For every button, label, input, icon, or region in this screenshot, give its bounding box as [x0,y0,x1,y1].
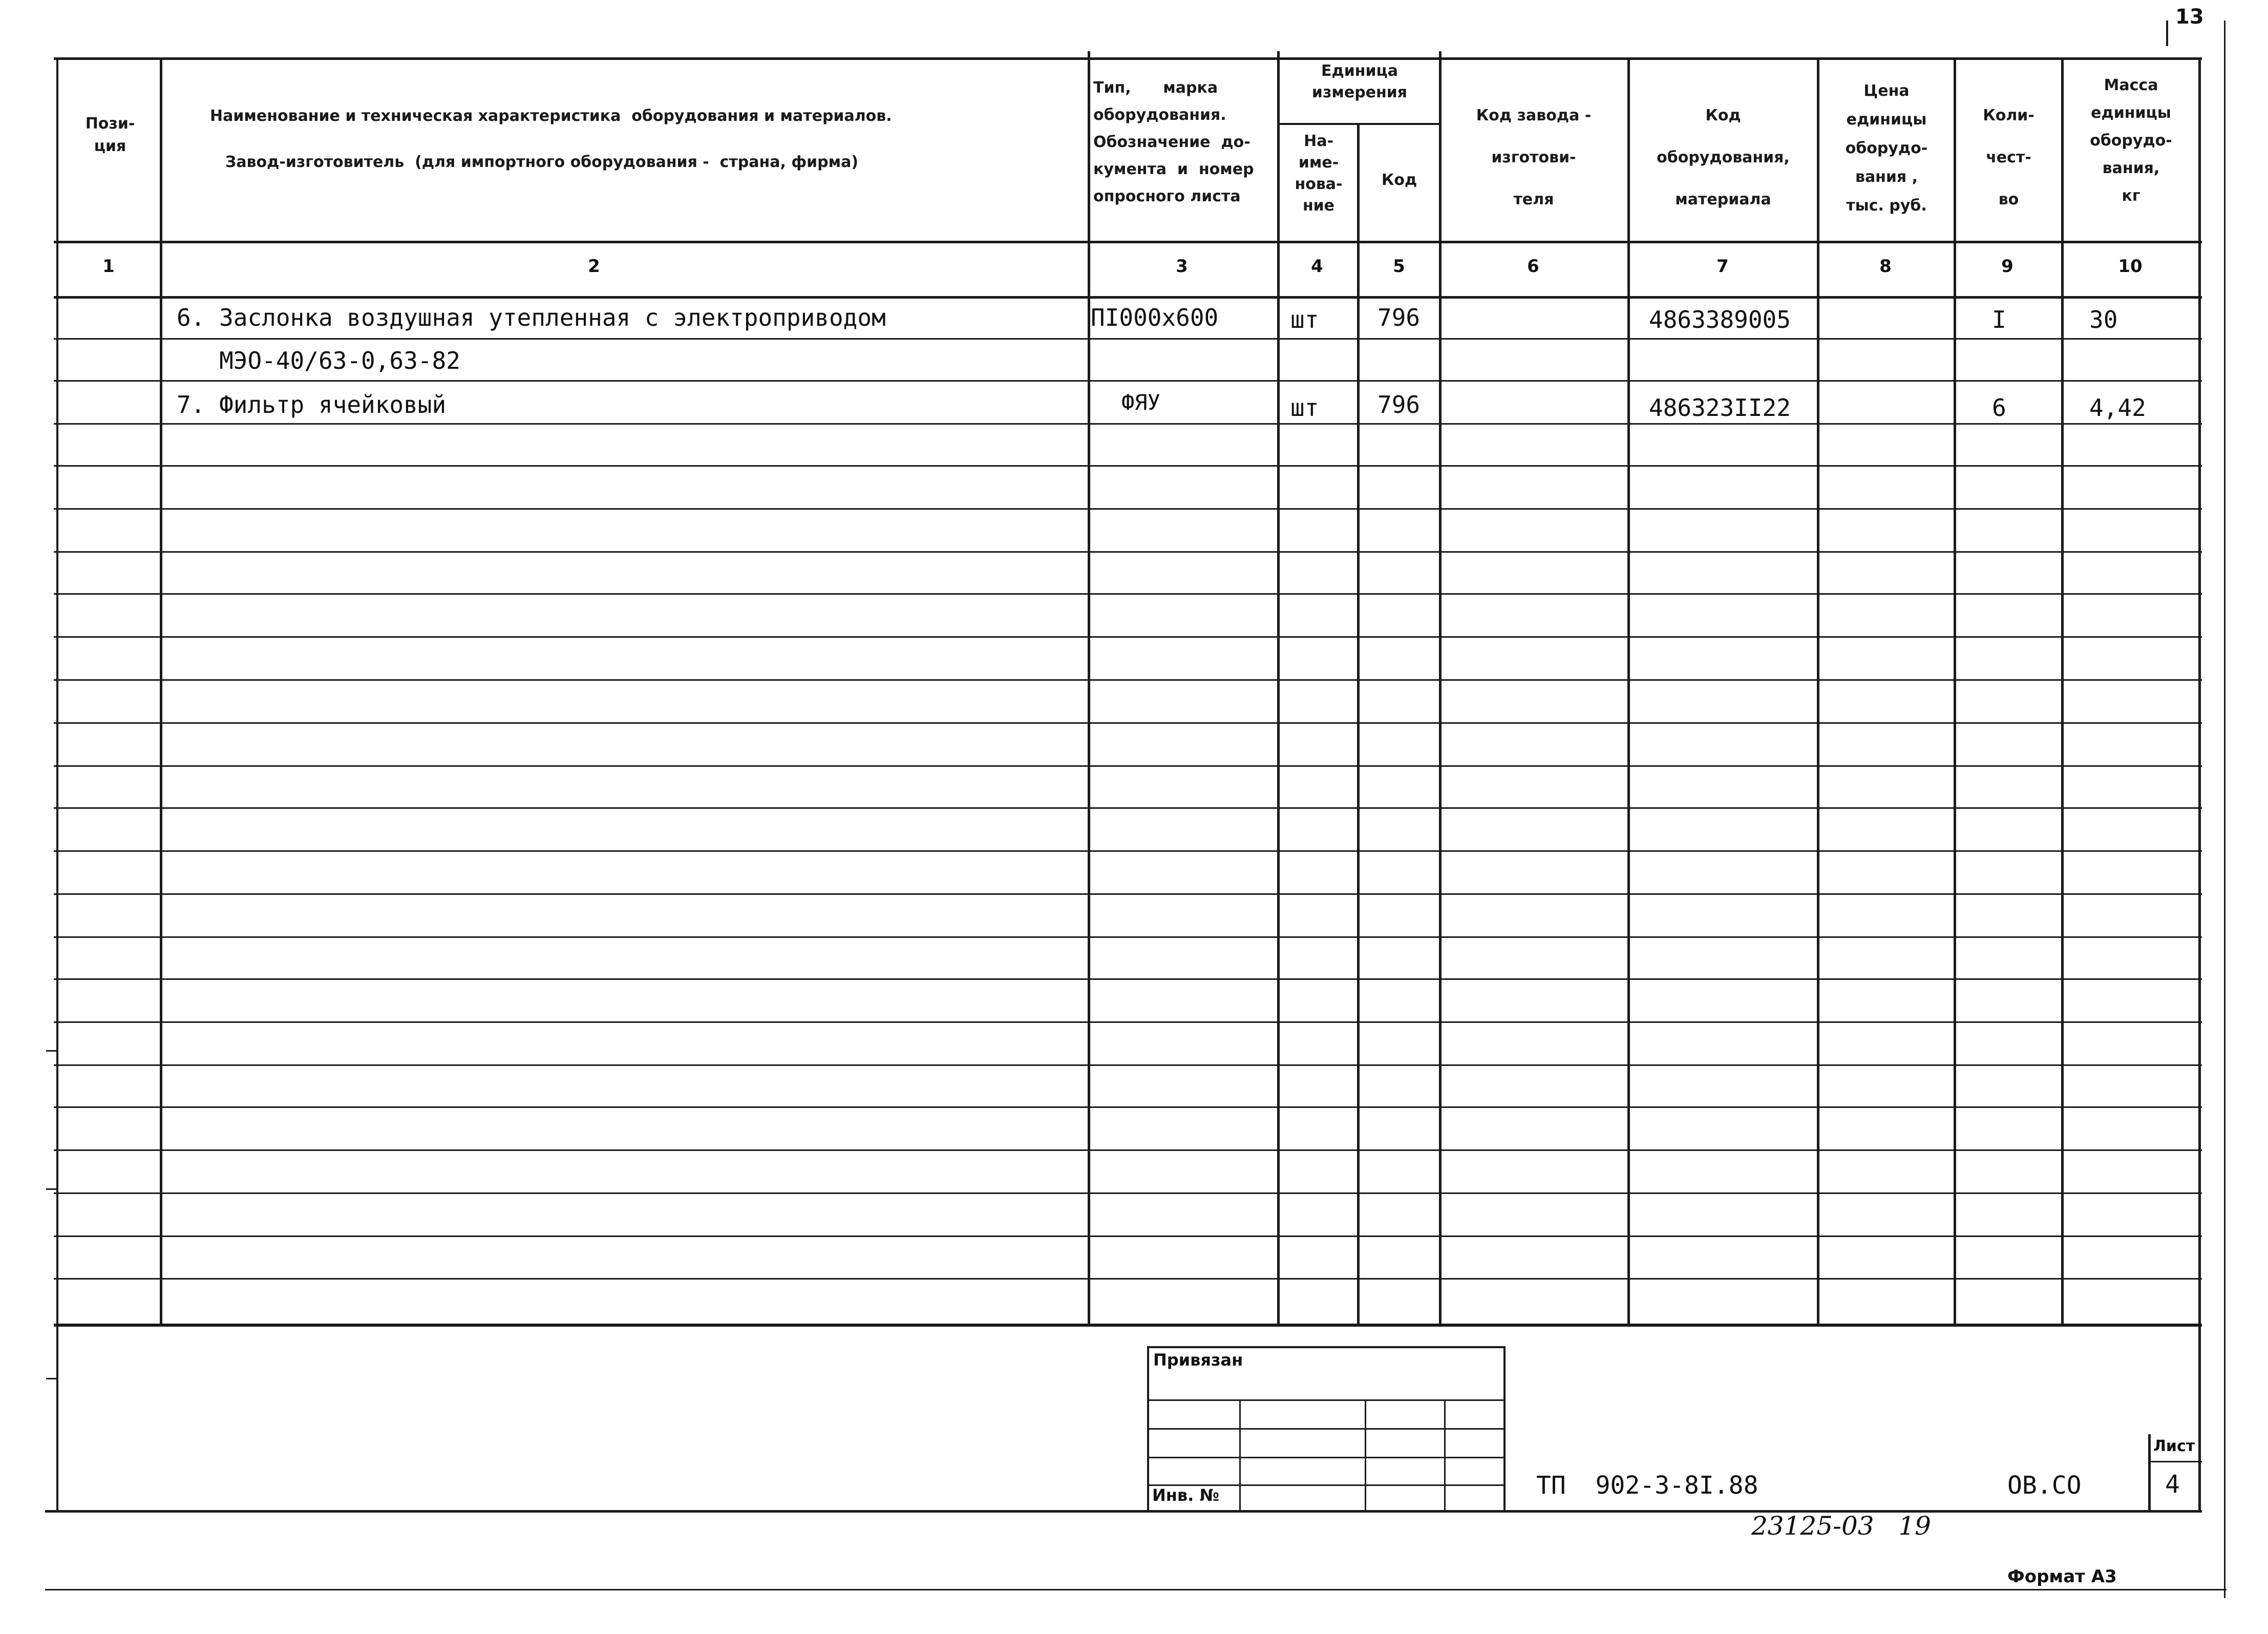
header-unit-group: Единица измерения [1311,62,1408,101]
inv-number-label: Инв. № [1152,1485,1219,1505]
colnum-3: 3 [1176,256,1188,277]
colnum-1: 1 [102,256,115,277]
handwritten-number: 23125-03 19 [1751,1511,1931,1541]
row-type: ФЯУ [1121,390,1160,415]
colnum-7: 7 [1716,256,1729,277]
page-marker-text: 13 [2175,5,2204,29]
colnum-10: 10 [2118,256,2143,277]
row-unit-code: 796 [1377,391,1421,418]
header-type: Тип, марка оборудования. Обозначение до- кумента и номер опросного листа [1093,79,1254,205]
colnum-5: 5 [1393,256,1405,277]
row-qty: 6 [1992,394,2006,422]
row-equip-code: 4863389005 [1649,306,1791,333]
header-name-line1: Наименование и техническая характеристика оборудования и материалов. [210,107,892,125]
header-mass: Масса единицы оборудо- вания, кг [2090,76,2172,205]
header-name-line2: Завод-изготовитель (для импортного оборудования - страна, фирма) [225,153,859,171]
sheet-number: 4 [2165,1470,2180,1499]
header-qty: Коли- чест- во [1983,107,2034,208]
colnum-6: 6 [1527,256,1539,277]
row-unit-code: 796 [1377,304,1421,331]
colnum-8: 8 [1879,256,1892,277]
page-marker [2166,5,2204,46]
row-mass: 4,42 [2089,394,2146,422]
row-mass: 30 [2089,306,2118,333]
bound-label: Привязан [1153,1350,1243,1370]
document-code: ТП 902-3-8I.88 [1536,1471,1758,1500]
header-position: Пози- ция [85,115,135,155]
header-unit-code: Код [1381,171,1417,189]
header-price: Цена единицы оборудо- вания , тыс. руб. [1845,82,1928,215]
row-unit: шт [1290,306,1319,333]
row-equip-code: 486323II22 [1649,394,1791,422]
row-name: МЭО-40/63-0,63-82 [177,347,460,374]
row-name: 6. Заслонка воздушная утепленная с электроприводом [177,304,886,331]
row-unit: шт [1290,394,1319,422]
header-factory-code: Код завода - изготови- теля [1476,107,1592,208]
sheet-label: Лист [2153,1437,2195,1455]
header-equip-code: Код оборудования, материала [1657,107,1790,208]
section-code: ОВ.СО [2007,1471,2082,1500]
row-name: 7. Фильтр ячейковый [177,391,447,418]
row-qty: I [1992,306,2006,333]
colnum-4: 4 [1311,256,1323,277]
row-type: ПI000x600 [1091,304,1219,331]
header-unit-name: На- име- нова- ние [1295,132,1343,215]
colnum-2: 2 [588,256,600,277]
colnum-9: 9 [2001,256,2013,277]
paper-format: Формат А3 [2007,1566,2117,1587]
